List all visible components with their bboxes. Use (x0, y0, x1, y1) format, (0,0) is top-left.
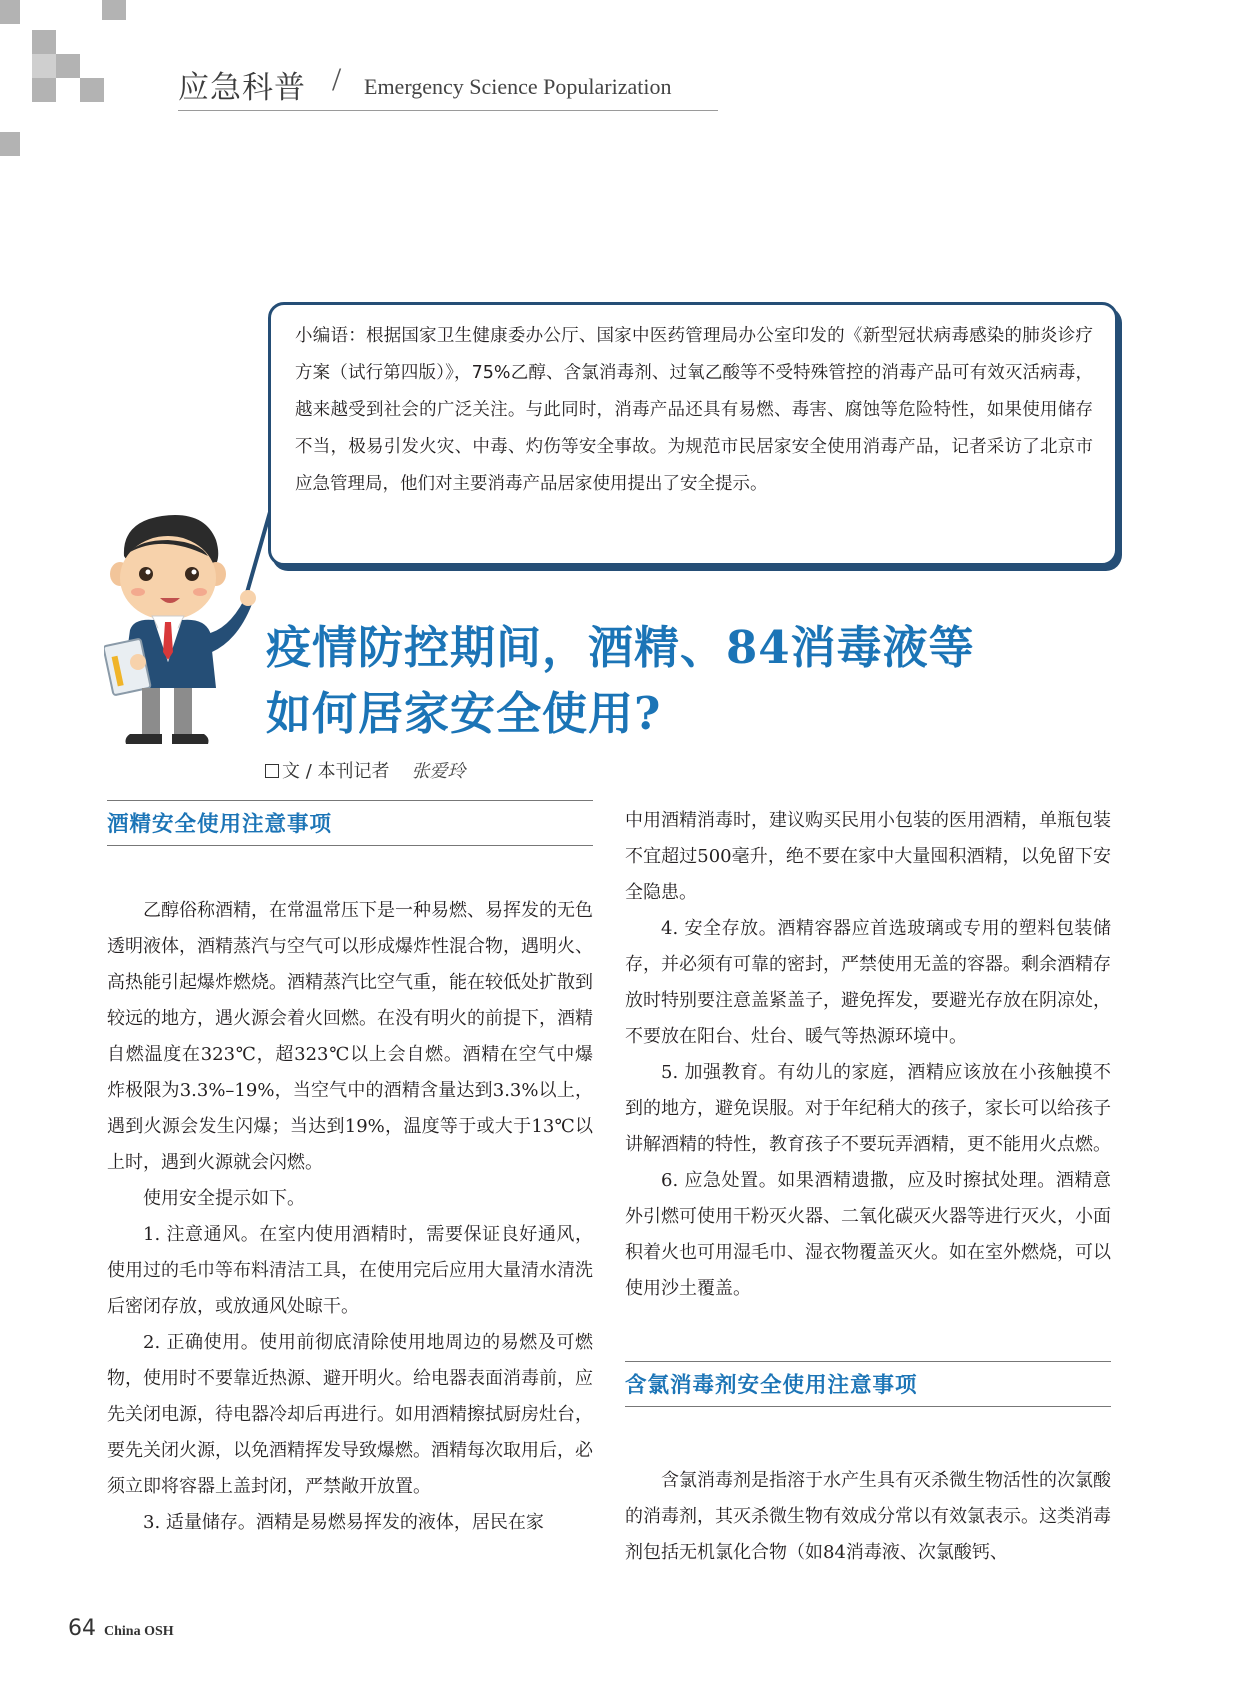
article-title-line1: 疫情防控期间，酒精、84消毒液等 (266, 621, 975, 674)
section-divider: / (332, 62, 342, 98)
paragraph: 5. 加强教育。有幼儿的家庭，酒精应该放在小孩触摸不到的地方，避免误服。对于年纪稍大的孩子，家长可以给孩子讲解酒精的特性，教育孩子不要玩弄酒精，更不能用火点燃。 (625, 1062, 1111, 1155)
paragraph: 2. 正确使用。使用前彻底清除使用地周边的易燃及可燃物，使用时不要靠近热源、避开明火。给电器表面消毒前，应先关闭电源，待电器冷却后再进行。如用酒精擦拭厨房灶台，要先关闭火源，以免酒精挥发导致爆燃。酒精每次取用后，必须立即将容器上盖封闭，严禁敞开放置。 (107, 1332, 593, 1497)
section-heading-chlorine (625, 1361, 1111, 1407)
square-icon (265, 764, 279, 778)
byline-prefix: 文 / 本刊记者 (282, 761, 390, 782)
page-number: 64 (68, 1616, 96, 1641)
article-title (266, 615, 1166, 747)
section-heading-text: 酒精安全使用注意事项 (107, 812, 333, 837)
paragraph: 4. 安全存放。酒精容器应首选玻璃或专用的塑料包装储存，并必须有可靠的密封，严禁使用无盖的容器。剩余酒精存放时特别要注意盖紧盖子，避免挥发，要避光存放在阴凉处，不要放在阳台、灶台、暖气等热源环境中。 (625, 918, 1111, 1047)
section-heading-text: 含氯消毒剂安全使用注意事项 (625, 1373, 918, 1398)
mascot-illustration (104, 512, 284, 752)
paragraph: 6. 应急处置。如果酒精遗撒，应及时擦拭处理。酒精意外引燃可使用干粉灭火器、二氧化碳灭火器等进行灭火，小面积着火也可用湿毛巾、湿衣物覆盖灭火。如在室外燃烧，可以使用沙土覆盖。 (625, 1170, 1111, 1299)
magazine-name: China OSH (104, 1624, 174, 1639)
editor-note-text: 小编语：根据国家卫生健康委办公厅、国家中医药管理局办公室印发的《新型冠状病毒感染的肺炎诊疗方案（试行第四版）》，75%乙醇、含氯消毒剂、过氧乙酸等不受特殊管控的消毒产品可有效灭活病毒，越来越受到社会的广泛关注。与此同时，消毒产品还具有易燃、毒害、腐蚀等危险特性，如果使用储存不当，极易引发火灾、中毒、灼伤等安全事故。为规范市民居家安全使用消毒产品，记者采访了北京市应急管理局，他们对主要消毒产品居家使用提出了安全提示。 (295, 326, 1093, 494)
editor-note-box (268, 302, 1118, 566)
section-title-en: Emergency Science Popularization (364, 74, 672, 99)
paragraph: 使用安全提示如下。 (143, 1188, 305, 1209)
section-title-cn: 应急科普 (178, 70, 306, 106)
paragraph: 中用酒精消毒时，建议购买民用小包装的医用酒精，单瓶包装不宜超过500毫升，绝不要在家中大量囤积酒精，以免留下安全隐患。 (625, 810, 1111, 903)
paragraph: 含氯消毒剂是指溶于水产生具有灭杀微生物活性的次氯酸的消毒剂，其灭杀微生物有效成分常以有效氯表示。这类消毒剂包括无机氯化合物（如84消毒液、次氯酸钙、 (625, 1470, 1111, 1563)
paragraph: 乙醇俗称酒精，在常温常压下是一种易燃、易挥发的无色透明液体，酒精蒸汽与空气可以形成爆炸性混合物，遇明火、高热能引起爆炸燃烧。酒精蒸汽比空气重，能在较低处扩散到较远的地方，遇火源会着火回燃。在没有明火的前提下，酒精自燃温度在323℃，超323℃以上会自燃。酒精在空气中爆炸极限为3.3%–19%，当空气中的酒精含量达到3.3%以上，遇到火源会发生闪爆；当达到19%，温度等于或大于13℃以上时，遇到火源就会闪燃。 (107, 900, 593, 1173)
article-title-line2: 如何居家安全使用? (266, 687, 662, 740)
page-footer (68, 1616, 174, 1641)
section-heading-alcohol (107, 800, 593, 846)
byline-author: 张爱玲 (411, 761, 466, 782)
byline (265, 757, 466, 783)
paragraph: 1. 注意通风。在室内使用酒精时，需要保证良好通风，使用过的毛巾等布料清洁工具，在使用完后应用大量清水清洗后密闭存放，或放通风处晾干。 (107, 1224, 593, 1317)
paragraph: 3. 适量储存。酒精是易燃易挥发的液体，居民在家 (143, 1512, 544, 1533)
section-header (178, 60, 718, 111)
